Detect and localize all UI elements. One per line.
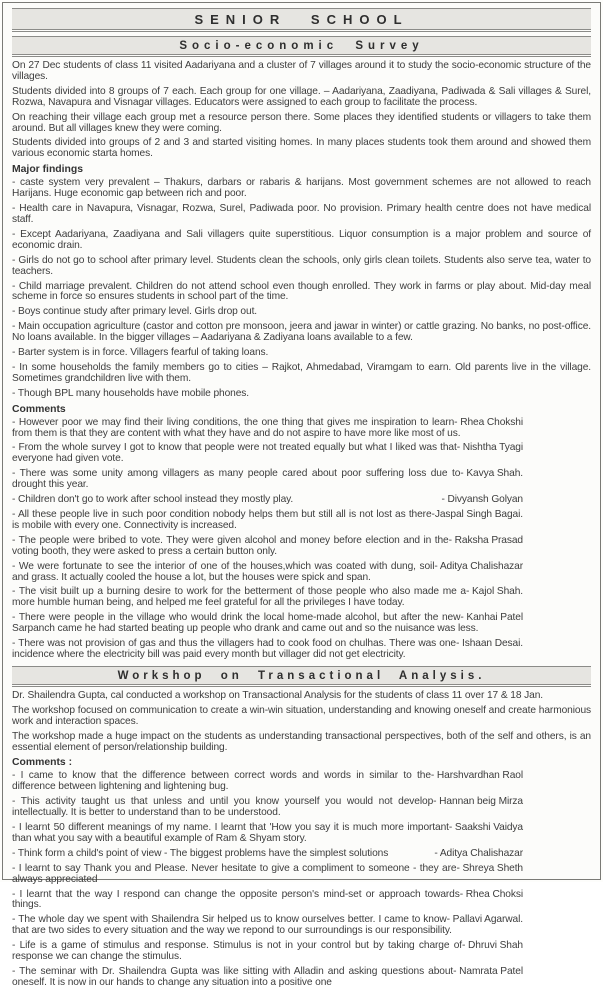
comment-item bbox=[12, 941, 591, 963]
comment-item bbox=[12, 849, 591, 860]
finding-item: - Girls do not go to school after primary level. Students clean the schools, only girls clean toilets. Students also serve tea, water to teachers. bbox=[12, 254, 591, 277]
comment-item bbox=[12, 771, 591, 793]
comment-author: - Namrata Patel bbox=[453, 966, 523, 977]
finding-item: - Child marriage prevalent. Children do not attend school even though enrolled. They work in farms or play about. Mid-day meal scheme in force so ensures students in school part of the time. bbox=[12, 280, 591, 303]
comment-text: - There was not provision of gas and thus the villagers had to cook food on chulhas. There was one incidence where the electricity bill was paid every month but villager did not get electricity. bbox=[12, 638, 456, 660]
finding-item: - Main occupation agriculture (castor and cotton pre monsoon, jeera and jawar in winter) or cattle grazing. No banks, no post-office. No loans available. In the bigger villages – Aadariyana & Zadiyana loans available to a few. bbox=[12, 321, 591, 344]
comment-item bbox=[12, 915, 591, 937]
comment-author: - Rhea Choksi bbox=[459, 888, 523, 900]
comment-text: - Children don't go to work after school instead they mostly play. bbox=[12, 494, 294, 506]
comment-text: - The seminar with Dr. Shailendra Gupta was like sitting with Alladin and asking questions about oneself. It is now in our hands to change any situation into a positive one bbox=[12, 966, 454, 988]
comment-item bbox=[12, 890, 591, 912]
comment-author: - Shreya Sheth bbox=[456, 862, 523, 874]
comment-text: - The visit built up a burning desire to work for the betterment of those people who also made me a more humble human being, and helped me feel grateful for all the privileges I have today. bbox=[12, 586, 466, 609]
comment-text: - From the whole survey I got to know that people were not treated equally but what I liked was that everyone had given vote. bbox=[12, 442, 457, 465]
comment-item bbox=[12, 536, 591, 558]
comment-author: - Nishtha Tyagi bbox=[456, 442, 523, 454]
workshop-intro-paragraph: The workshop focused on communication to create a win-win situation, understanding and knowing oneself and create harmonious work and interaction spaces. bbox=[12, 704, 591, 727]
survey-section-heading: Socio-economic Survey bbox=[179, 40, 424, 52]
comment-author: - Harshvardhan Raol bbox=[430, 770, 523, 782]
finding-item: - caste system very prevalent – Thakurs, darbars or rabaris & harijans. Most government schemes are not allowed to reach Harijans. Huge economic gap between rich and poor. bbox=[12, 177, 591, 200]
comment-author: - Aditya Chalishazar bbox=[434, 847, 523, 859]
finding-item: - In some households the family members go to cities – Rajkot, Ahmedabad, Viramgam to earn. Old parents live in the village. Sometimes grandchildren live with them. bbox=[12, 361, 591, 384]
comment-text: - The whole day we spent with Shailendra Sir helped us to know ourselves better. I came to know that are two sides to every situation and the way we repond to our surroundings is our responsibility. bbox=[12, 914, 452, 937]
comment-text: - I learnt 50 different meanings of my name. I learnt that 'How you say it is much more important than what you say with a beautiful example of Ram & Shyam story. bbox=[12, 822, 449, 844]
comment-item bbox=[12, 967, 591, 989]
comment-text: - The people were bribed to vote. They were given alcohol and money before election and in the voting booth, they were asked to press a certain button only. bbox=[12, 534, 449, 557]
comment-author: - Ishaan Desai. bbox=[455, 638, 523, 650]
page-border bbox=[2, 2, 601, 988]
comment-author: - Kavya Shah. bbox=[460, 468, 523, 480]
comment-item bbox=[12, 562, 591, 584]
comment-author: - Hannan beig Mirza bbox=[433, 796, 523, 808]
finding-item: - Though BPL many households have mobile phones. bbox=[12, 387, 250, 399]
comment-text: - I came to know that the difference between correct words and words in similar to the difference between lightening and lightening bug. bbox=[12, 770, 431, 793]
workshop-intro-paragraph: Dr. Shailendra Gupta, cal conducted a workshop on Transactional Analysis for the students of class 11 over 17 & 18 Jan. bbox=[12, 689, 543, 701]
comment-item bbox=[12, 797, 591, 819]
workshop-section bbox=[12, 691, 591, 989]
workshop-intro-paragraph: The workshop made a huge impact on the students as understanding transactional perspectives, both of the self and others, is an essential element of person/relationship building. bbox=[12, 730, 591, 753]
comment-text: - There was some unity among villagers as many people cared about poor suffering loss due to drought this year. bbox=[12, 468, 461, 491]
comment-text: - This activity taught us that unless and until you know yourself you would not develop intellectually. It is better to understand than to be understood. bbox=[12, 796, 434, 819]
survey-intro-paragraph: Students divided into groups of 2 and 3 and started visiting homes. In many places students took them around and showed them various economic starta homes. bbox=[12, 137, 591, 160]
comment-item bbox=[12, 495, 591, 506]
comment-author: - Divyansh Golyan bbox=[441, 494, 523, 506]
comment-item bbox=[12, 469, 591, 491]
finding-item: - Health care in Navapura, Visnagar, Rozwa, Surel, Padiwada poor. No provision. Primary health centre does not have medical staff. bbox=[12, 203, 591, 225]
comment-item bbox=[12, 418, 591, 440]
comment-item bbox=[12, 864, 591, 886]
comment-text: - All these people live in such poor condition nobody helps them but still all is not lost as there is mobile with every one. Connectivity is increased. bbox=[12, 509, 432, 531]
finding-item: - Except Aadariyana, Zaadiyana and Sali villagers quite superstitious. Liquor consumption is a major problem and source of economic drain. bbox=[12, 228, 591, 251]
comment-text: - We were fortunate to see the interior of one of the houses,which was coated with dung, soil and grass. It actually cooled the house a lot, but the houses were spick and span. bbox=[12, 560, 435, 583]
comment-author: -Jaspal Singh Bagai. bbox=[431, 509, 523, 520]
workshop-section-heading: Workshop on Transactional Analysis. bbox=[117, 669, 486, 682]
survey-intro-paragraph: Students divided into 8 groups of 7 each. Each group for one village. – Aadariyana, Zaadiyana, Padiwada & Sali villages & Surel, Rozwa, Navapura and Visnagar villages. Educators were assigned to each group to facilitate the process. bbox=[12, 85, 591, 108]
comment-author: - Aditya Chalishazar bbox=[434, 560, 523, 572]
comment-author: - Saakshi Vaidya bbox=[448, 822, 523, 834]
major-findings-heading: Major findings bbox=[12, 164, 83, 176]
comment-text: - There were people in the village who would drink the local home-made alcohol, but after the new Sarpanch came he had started beating up people who drank and came out and so the nuisance was less. bbox=[12, 612, 479, 635]
comment-item bbox=[12, 639, 591, 661]
comment-author: - Kajol Shah. bbox=[465, 586, 523, 598]
page-title: SENIOR SCHOOL bbox=[194, 12, 409, 27]
comment-item bbox=[12, 587, 591, 609]
comment-item bbox=[12, 510, 591, 532]
workshop-comments-heading: Comments : bbox=[12, 757, 73, 769]
comment-item bbox=[12, 443, 591, 465]
survey-intro-paragraph: On reaching their village each group met a resource person there. Some places they identified students or villagers to take them around. But all villages knew they were coming. bbox=[12, 111, 591, 134]
senior-school-banner bbox=[12, 8, 591, 32]
comment-author: - Pallavi Agarwal. bbox=[446, 914, 523, 926]
comment-author: - Kanhai Patel bbox=[460, 612, 523, 624]
comment-item bbox=[12, 613, 591, 635]
survey-section bbox=[12, 61, 591, 661]
workshop-section-banner bbox=[12, 666, 591, 687]
comment-text: - I learnt that the way I respond can change the opposite person's mind-set or approach towards things. bbox=[12, 888, 460, 911]
finding-item: - Boys continue study after primary level. Girls drop out. bbox=[12, 306, 258, 318]
comment-text: - Think form a child's point of view - The biggest problems have the simplest solutions bbox=[12, 847, 389, 859]
survey-intro-paragraph: On 27 Dec students of class 11 visited Aadariyana and a cluster of 7 villages around it to study the socio-economic structure of the villages. bbox=[12, 60, 591, 82]
comment-text: - Life is a game of stimulus and response. Stimulus is not in your control but by taking charge of response we can change the stimulus. bbox=[12, 940, 463, 963]
survey-comments-heading: Comments bbox=[12, 403, 66, 415]
comment-text: - However poor we may find their living conditions, the one thing that gives me inspiration to learn from them is that they are content with what they have and do not aspire to have more like most of us. bbox=[12, 416, 461, 439]
comment-author: - Raksha Prasad bbox=[448, 534, 523, 546]
survey-section-banner bbox=[12, 36, 591, 57]
comment-text: - I learnt to say Thank you and Please. Never hesitate to give a compliment to someone - they are always appreciated bbox=[12, 862, 457, 885]
comment-item bbox=[12, 823, 591, 845]
comment-author: - Rhea Chokshi bbox=[454, 416, 523, 428]
comment-author: - Dhruvi Shah bbox=[462, 940, 523, 952]
finding-item: - Barter system is in force. Villagers fearful of taking loans. bbox=[12, 347, 269, 359]
